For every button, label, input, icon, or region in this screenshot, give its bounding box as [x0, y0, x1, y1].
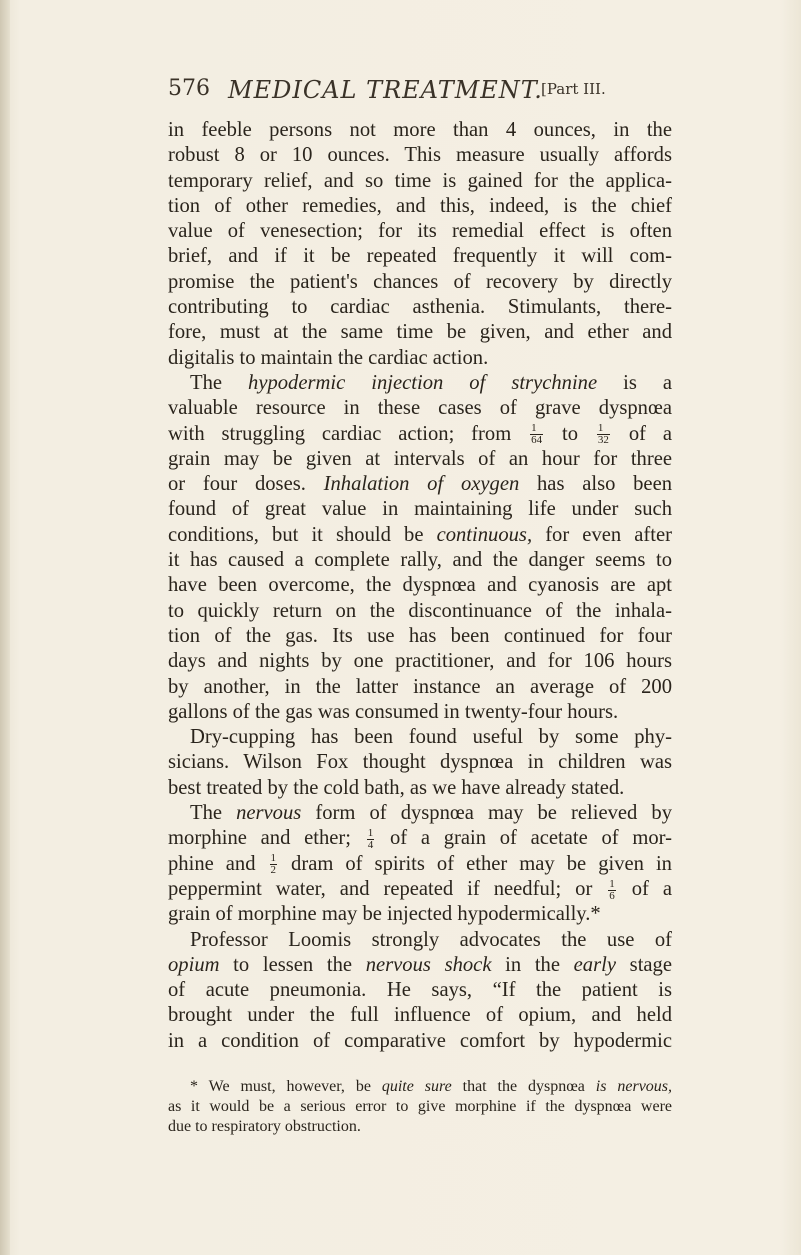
text-line: grain of morphine may be injected hypodermically.* [168, 903, 601, 926]
text-line: by another, in the latter instance an average of 200 [168, 675, 672, 698]
fraction: $\frac{1}{6}$ [609, 877, 615, 902]
page-header [168, 76, 668, 116]
text-line: gallons of the gas was consumed in twenty-four hours. [168, 700, 619, 723]
text-line: tion of the gas. Its use has been continued for four [168, 624, 672, 647]
text-line: in a condition of comparative comfort by hypodermic [168, 1029, 672, 1052]
text-line: best treated by the cold bath, as we have already stated. [168, 776, 625, 799]
part-label: [Part III. [541, 80, 606, 98]
body-text [168, 118, 672, 1054]
text-line: Dry-cupping has been found useful by some phy- [190, 726, 672, 749]
text-line: The nervous form of dyspnœa may be relieved by [190, 802, 672, 825]
text-line: promise the patient's chances of recovery by directly [168, 270, 672, 293]
text-line: have been overcome, the dyspnœa and cyanosis are apt [168, 574, 672, 597]
footnote-line: as it would be a serious error to give morphine if the dyspnœa were [168, 1098, 672, 1115]
text-line: temporary relief, and so time is gained for the applica- [168, 169, 672, 192]
running-title: MEDICAL TREATMENT. [228, 76, 543, 104]
text-line: of acute pneumonia. He says, “If the patient is [168, 979, 672, 1002]
text-line: peppermint water, and repeated if needful; or $\frac{1}{6}$ of a [168, 877, 672, 902]
text-line: valuable resource in these cases of grave dyspnœa [168, 397, 672, 420]
text-line: or four doses. Inhalation of oxygen has also been [168, 473, 673, 496]
text-line: it has caused a complete rally, and the danger seems to [168, 549, 672, 572]
page-binding-shadow [0, 0, 10, 1255]
text-line: morphine and ether; $\frac{1}{4}$ of a grain of acetate of mor- [168, 827, 672, 852]
text-line: brought under the full influence of opium, and held [168, 1004, 672, 1027]
text-line: grain may be given at intervals of an hour for three [168, 447, 672, 470]
fraction: $\frac{1}{2}$ [270, 852, 277, 877]
text-line: fore, must at the same time be given, and ether and [168, 321, 672, 344]
text-line: found of great value in maintaining life under such [168, 498, 672, 521]
footnote-line: due to respiratory obstruction. [168, 1118, 361, 1135]
text-line: days and nights by one practitioner, and for 106 hours [168, 650, 672, 673]
text-line: sicians. Wilson Fox thought dyspnœa in children was [168, 751, 672, 774]
text-line: phine and $\frac{1}{2}$ dram of spirits of ether may be given in [168, 852, 672, 877]
text-line: tion of other remedies, and this, indeed, is the chief [168, 194, 672, 217]
text-line: with struggling cardiac action; from $\frac{1}{64}$ to $\frac{1}{32}$ of a [168, 422, 673, 447]
text-line: digitalis to maintain the cardiac action. [168, 346, 489, 369]
text-line: contributing to cardiac asthenia. Stimulants, there- [168, 296, 672, 319]
footnote-line: * We must, however, be quite sure that the dyspnœa is nervous, [190, 1078, 673, 1095]
text-line: robust 8 or 10 ounces. This measure usually affords [168, 144, 672, 167]
fraction: $\frac{1}{4}$ [367, 827, 374, 852]
text-line: to quickly return on the discontinuance of the inhala- [168, 599, 672, 622]
text-line: value of venesection; for its remedial effect is often [168, 220, 672, 243]
text-line: conditions, but it should be continuous, for even after [168, 523, 672, 546]
text-line: opium to lessen the nervous shock in the early stage [168, 953, 672, 976]
footnote [168, 1077, 672, 1137]
fraction: $\frac{1}{64}$ [531, 422, 543, 447]
text-line: Professor Loomis strongly advocates the use of [190, 928, 672, 951]
fraction: $\frac{1}{32}$ [597, 422, 609, 447]
page-number: 576 [168, 76, 210, 101]
text-line: The hypodermic injection of strychnine is a [190, 371, 672, 394]
text-line: brief, and if it be repeated frequently it will com- [168, 245, 672, 268]
text-line: in feeble persons not more than 4 ounces, in the [168, 119, 672, 141]
